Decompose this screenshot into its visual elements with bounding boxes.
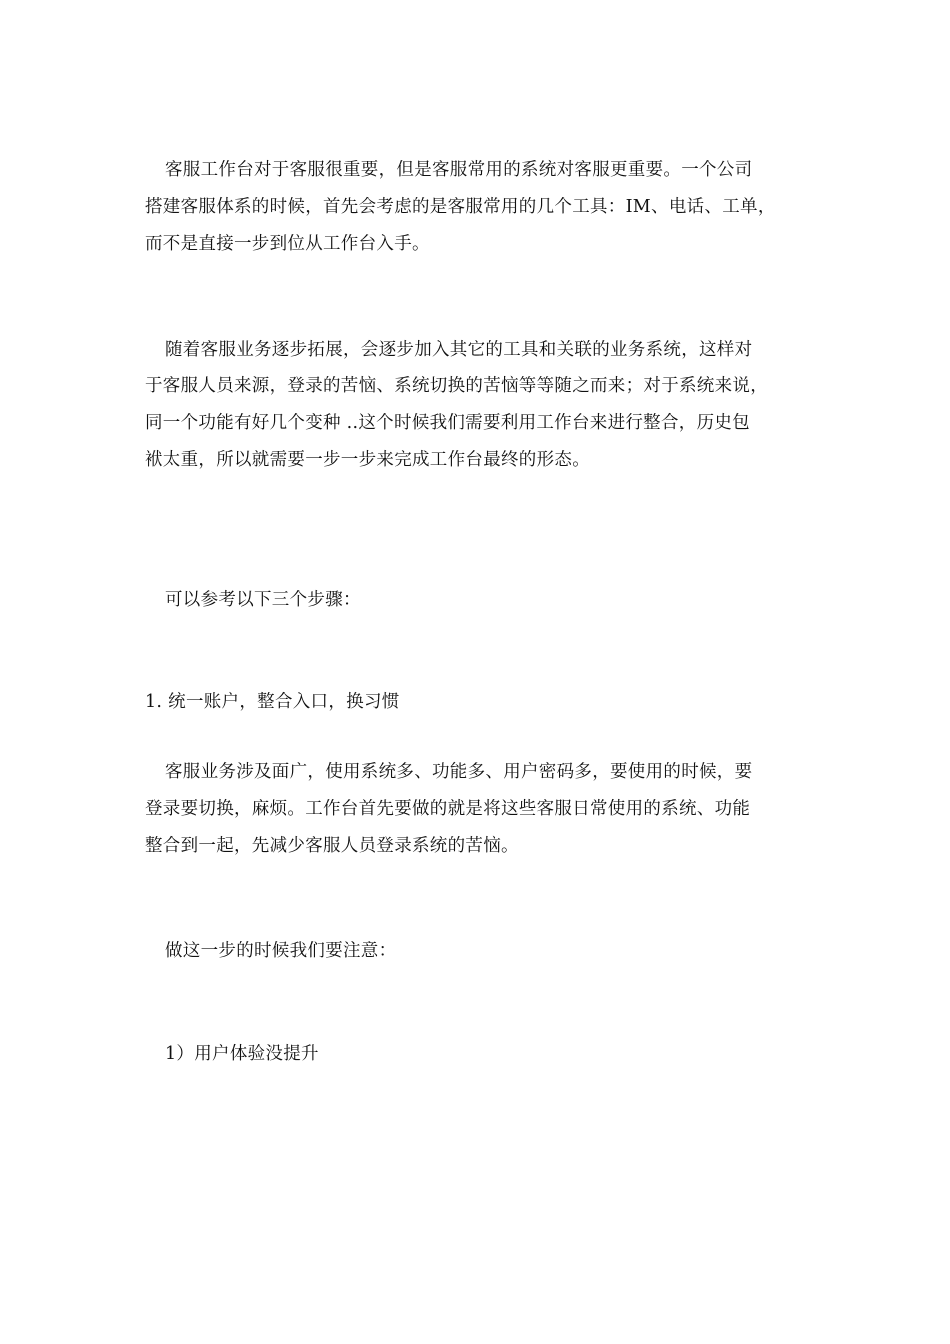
section-heading-1: 1. 统一账户，整合入口，换习惯 [145,692,400,712]
paragraph-2-line-4: 袱太重，所以就需要一步一步来完成工作台最终的形态。 [145,450,590,470]
list-item-1: 1）用户体验没提升 [165,1044,319,1064]
paragraph-4-line-1: 客服业务涉及面广，使用系统多、功能多、用户密码多，要使用的时候，要 [165,762,753,782]
paragraph-3: 可以参考以下三个步骤： [165,590,361,610]
paragraph-1-line-2: 搭建客服体系的时候，首先会考虑的是客服常用的几个工具：IM、电话、工单， [145,197,776,217]
paragraph-1-line-3: 而不是直接一步到位从工作台入手。 [145,234,430,254]
paragraph-2-line-3: 同一个功能有好几个变种 ..这个时候我们需要利用工作台来进行整合，历史包 [145,413,750,433]
paragraph-4-line-2: 登录要切换，麻烦。工作台首先要做的就是将这些客服日常使用的系统、功能 [145,799,751,819]
paragraph-2-line-2: 于客服人员来源，登录的苦恼、系统切换的苦恼等等随之而来；对于系统来说， [145,376,768,396]
paragraph-5: 做这一步的时候我们要注意： [165,941,397,961]
paragraph-2-line-1: 随着客服业务逐步拓展，会逐步加入其它的工具和关联的业务系统，这样对 [165,340,753,360]
paragraph-1-line-1: 客服工作台对于客服很重要，但是客服常用的系统对客服更重要。一个公司 [165,160,753,180]
paragraph-4-line-3: 整合到一起，先减少客服人员登录系统的苦恼。 [145,836,519,856]
